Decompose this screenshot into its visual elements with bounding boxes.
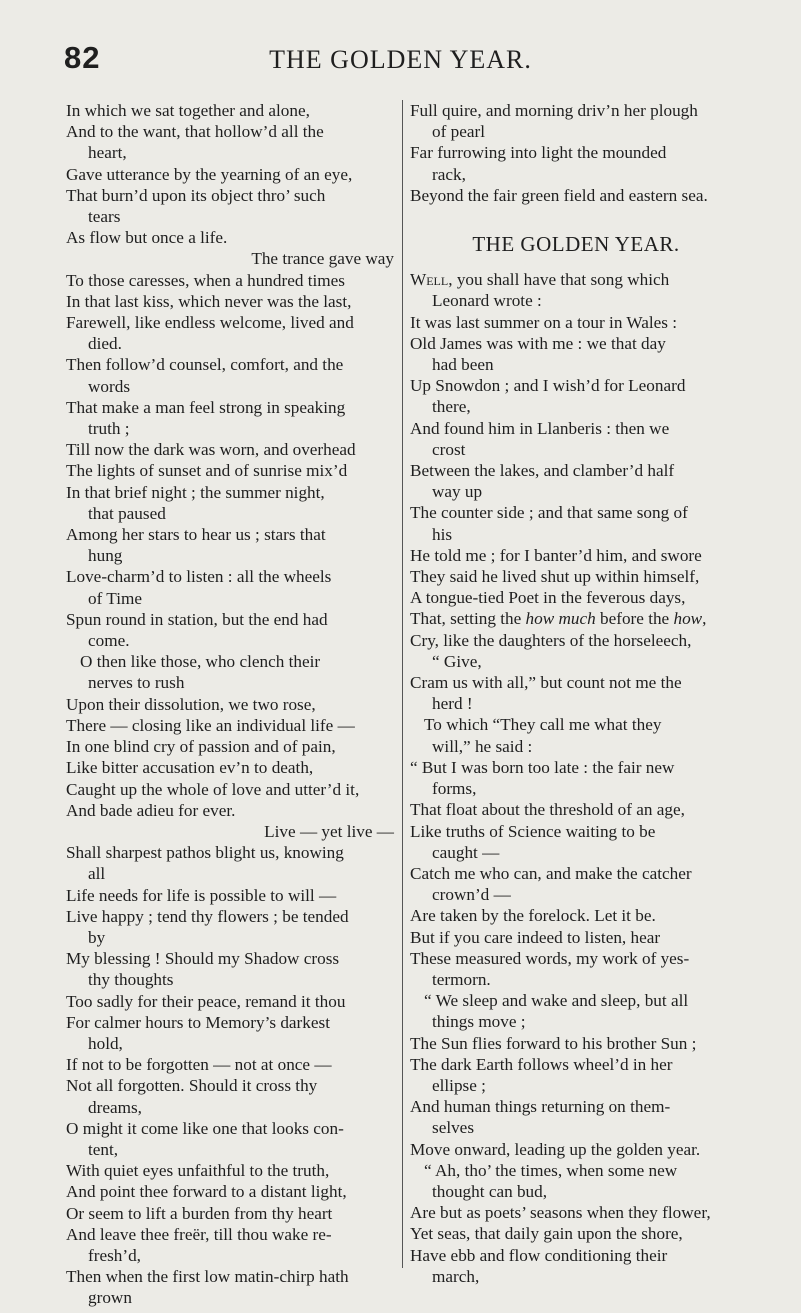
text-line: died. [88,334,122,354]
text-line: They said he lived shut up within himself, [410,567,700,587]
text-line: A tongue-tied Poet in the feverous days, [410,588,686,608]
text-line: by [88,927,106,947]
text-line: truth ; [88,419,130,439]
text-line: The dark Earth follows wheel’d in her [410,1054,673,1074]
text-line: Like truths of Science waiting to be [410,821,656,841]
text-line: And point thee forward to a distant light, [66,1182,347,1202]
text-line: But if you care indeed to listen, hear [410,927,661,947]
text-line: Old James was with me : we that day [410,333,666,353]
text-line: For calmer hours to Memory’s darkest [66,1012,330,1032]
text-line: And to the want, that hollow’d all the [66,122,324,142]
running-title: THE GOLDEN YEAR. [269,45,532,74]
text-line: Upon their dissolution, we two rose, [66,694,316,714]
text-line: Then when the first low matin-chirp hath [66,1267,349,1287]
text-line: tears [88,207,121,227]
text-line: Up Snowdon ; and I wish’d for Leonard [410,376,686,396]
text-line: hung [88,546,123,566]
right-column [410,100,742,1287]
text-line: that paused [88,503,166,523]
text-line: To which “They call me what they [424,715,662,735]
text-line: To those caresses, when a hundred times [66,270,345,290]
text-line: Then follow’d counsel, comfort, and the [66,355,344,375]
text-line: These measured words, my work of yes- [410,948,690,968]
text-line: And found him in Llanberis : then we [410,418,670,438]
text-line: Spun round in station, but the end had [66,609,328,629]
text-line: all [88,864,106,884]
text-line: Or seem to lift a burden from thy heart [66,1203,333,1223]
text-line: words [88,376,131,396]
text-line: Cram us with all,” but count not me the [410,673,682,693]
left-column [66,100,396,1309]
text-line: herd ! [432,694,473,714]
text-line: Among her stars to hear us ; stars that [66,525,326,545]
text-line: O then like those, who clench their [80,652,321,672]
text-line: Till now the dark was worn, and overhead [66,440,356,460]
text-line: O might it come like one that looks con- [66,1118,344,1138]
text-line: Shall sharpest pathos blight us, knowing [66,843,344,863]
text-line: Love-charm’d to listen : all the wheels [66,567,332,587]
text-line: As flow but once a life. [66,228,228,248]
text-line: of pearl [432,122,485,142]
text-line: hold, [88,1033,123,1053]
text-line: termorn. [432,969,491,989]
text-line: “ But I was born too late : the fair new [410,757,675,777]
text-line: “ We sleep and wake and sleep, but all [424,991,689,1011]
text-line: Live happy ; tend thy flowers ; be tended [66,906,349,926]
text-line: In that brief night ; the summer night, [66,482,325,502]
text-line: Between the lakes, and clamber’d half [410,461,675,481]
text-line: his [432,524,453,544]
text-line: of Time [88,588,142,608]
text-line: Leonard wrote : [432,291,542,311]
text-line: The Sun flies forward to his brother Sun ; [410,1033,697,1053]
column-divider [402,100,403,1268]
text-line: Catch me who can, and make the catcher [410,863,692,883]
text-line: It was last summer on a tour in Wales : [410,312,678,332]
section-title: THE GOLDEN YEAR. [472,232,680,257]
text-line: That burn’d upon its object thro’ such [66,185,326,205]
text-line: Have ebb and flow conditioning their [410,1245,668,1265]
text-line: Gave utterance by the yearning of an eye, [66,164,353,184]
text-line: Caught up the whole of love and utter’d it, [66,779,360,799]
text-line: Live — yet live — [264,821,394,841]
text-line: If not to be forgotten — not at once — [66,1055,332,1075]
text-line: “ Ah, tho’ the times, when some new [424,1160,678,1180]
text-line: come. [88,631,130,651]
text-line: thy thoughts [88,970,174,990]
text-line: Full quire, and morning driv’n her plough [410,101,698,120]
text-line: forms, [432,779,477,799]
right-column-top-verses [410,100,742,206]
text-line: caught — [432,842,500,862]
text-line: There — closing like an individual life — [66,715,355,735]
text-line: And leave thee freër, till thou wake re- [66,1224,332,1244]
text-line: Too sadly for their peace, remand it thou [66,991,346,1011]
text-line: Far furrowing into light the mounded [410,143,667,163]
text-line: Life needs for life is possible to will — [66,885,337,905]
text-line: Are taken by the forelock. Let it be. [410,906,656,926]
page-header [0,40,801,86]
text-line: thought can bud, [432,1181,548,1201]
text-line: Farewell, like endless welcome, lived and [66,313,354,333]
text-line: crost [432,439,466,459]
text-line: And bade adieu for ever. [66,800,236,820]
text-line: The counter side ; and that same song of [410,503,688,523]
text-line: nerves to rush [88,673,185,693]
right-column-poem [410,269,742,1287]
text-line: In which we sat together and alone, [66,101,310,120]
text-line: With quiet eyes unfaithful to the truth, [66,1161,330,1181]
text-line: Beyond the fair green field and eastern sea. [410,185,708,205]
text-line: fresh’d, [88,1245,141,1265]
text-line: In that last kiss, which never was the last, [66,291,352,311]
text-line: Are but as poets’ seasons when they flower, [410,1203,711,1223]
text-line: That, setting the how much before the how, [410,609,707,629]
text-line: Yet seas, that daily gain upon the shore, [410,1224,683,1244]
text-line: things move ; [432,1012,526,1032]
text-line: My blessing ! Should my Shadow cross [66,949,340,969]
text-line: heart, [88,143,127,163]
text-line: That float about the threshold of an age, [410,800,685,820]
text-line: march, [432,1266,480,1286]
text-line: That make a man feel strong in speaking [66,397,346,417]
text-line: Cry, like the daughters of the horseleech, [410,630,692,650]
text-line: dreams, [88,1097,142,1117]
text-line: there, [432,397,471,417]
text-line: way up [432,482,483,502]
text-line: The lights of sunset and of sunrise mix’d [66,461,348,481]
text-line: The trance gave way [251,249,394,269]
text-line: will,” he said : [432,736,533,756]
text-line: “ Give, [432,651,482,671]
text-line: Well, you shall have that song which [410,270,670,290]
text-line: grown [88,1288,132,1308]
page-number: 82 [64,40,101,75]
text-line: He told me ; for I banter’d him, and swore [410,545,702,565]
text-line: And human things returning on them- [410,1097,671,1117]
text-line: had been [432,355,494,375]
text-line: crown’d — [432,885,511,905]
text-line: tent, [88,1139,119,1159]
text-line: Not all forgotten. Should it cross thy [66,1076,318,1096]
text-line: In one blind cry of passion and of pain, [66,737,336,757]
text-line: Like bitter accusation ev’n to death, [66,758,314,778]
text-line: ellipse ; [432,1075,486,1095]
text-line: Move onward, leading up the golden year. [410,1139,701,1159]
text-line: selves [432,1118,475,1138]
text-line: rack, [432,164,466,184]
